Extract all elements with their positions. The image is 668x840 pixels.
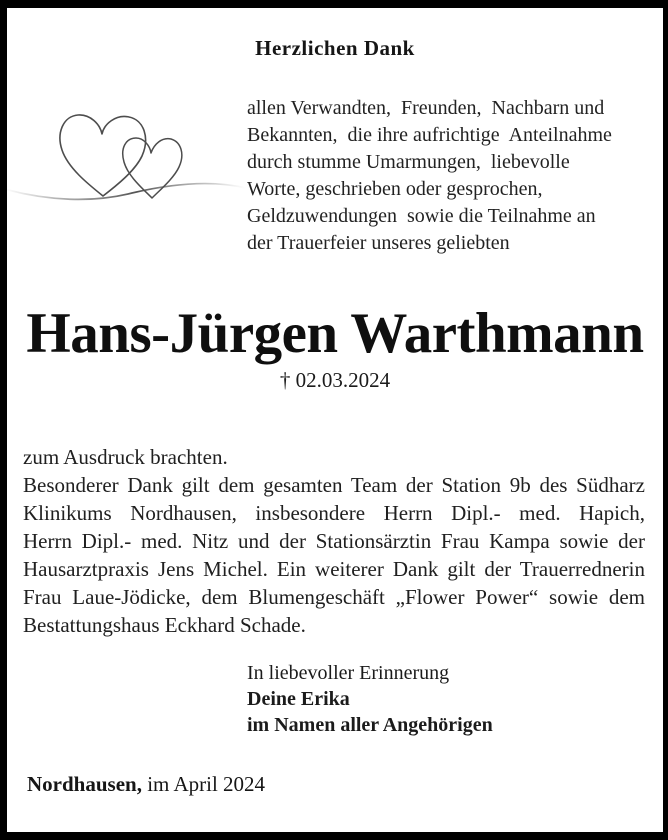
thanks-line: Bestattungshaus Eckhard Schade. [23,613,306,637]
big-heart-outline [60,115,146,196]
intro-line: der Trauerfeier unseres geliebten [247,232,510,254]
thanks-line: Klinikums Nordhausen, insbesondere Herrn Dipl.- med. Hapich, [23,501,645,525]
intro-line: Worte, geschrieben oder gesprochen, [247,178,543,200]
intro-line: Bekannten, die ihre aufrichtige Anteilnahme [247,124,612,146]
flourish-line [7,184,246,200]
thanks-paragraph [23,443,645,639]
page-title: Herzlichen Dank [255,36,415,60]
footer-city: Nordhausen, [27,772,142,796]
intro-line: allen Verwandten, Freunden, Nachbarn und [247,97,605,119]
thanks-line: Hausarztpraxis Jens Michel. Ein weiterer Dank gilt der Trauerrednerin [23,557,645,581]
thanks-line: Besonderer Dank gilt dem gesamten Team der Station 9b des Südharz [23,473,645,497]
intro-paragraph [247,95,655,257]
thanks-line: Frau Laue-Jödicke, dem Blumengeschäft „Flower Power“ sowie dem [23,585,645,609]
obituary-card [7,8,663,832]
thanks-line: zum Ausdruck brachten. [23,445,228,469]
thanks-line: Herrn Dipl.- med. Nitz und der Stationsärztin Frau Kampa sowie der [23,529,645,553]
closing-relatives-line: im Namen aller Angehörigen [247,714,493,736]
hearts-icon [7,100,249,210]
closing-block [247,660,627,738]
intro-line: durch stumme Umarmungen, liebevolle [247,151,570,173]
footer-date: im April 2024 [141,772,266,796]
intro-line: Geldzuwendungen sowie die Teilnahme an [247,205,596,227]
closing-signature-line: Deine Erika [247,688,350,710]
closing-remembrance-line: In liebevoller Erinnerung [247,662,450,684]
footer-line [27,772,527,797]
death-date: † 02.03.2024 [279,368,391,392]
deceased-name: Hans-Jürgen Warthmann [26,302,644,365]
